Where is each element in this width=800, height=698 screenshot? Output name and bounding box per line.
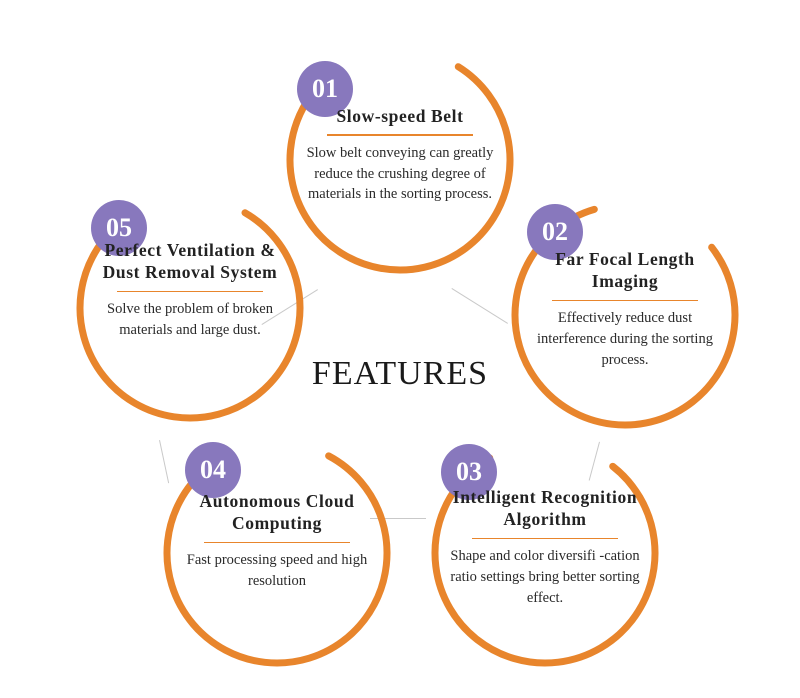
feature-divider-03 <box>472 538 618 540</box>
feature-divider-04 <box>204 542 350 544</box>
feature-divider-05 <box>117 291 263 293</box>
feature-badge-05: 05 <box>91 200 147 256</box>
feature-description-01: Slow belt conveying can greatly reduce the crushing degree of materials in the sorting process. <box>306 144 494 203</box>
feature-node-03[interactable] <box>420 428 670 678</box>
feature-divider-02 <box>552 300 698 302</box>
feature-description-02: Effectively reduce dust interference during the sorting process. <box>537 310 713 368</box>
feature-node-02[interactable] <box>500 190 750 440</box>
feature-content-05 <box>91 239 289 341</box>
feature-title-01: Slow-speed Belt <box>336 106 464 126</box>
feature-title-04: Autonomous Cloud Computing <box>199 491 355 534</box>
feature-description-04: Fast processing speed and high resolution <box>186 552 368 589</box>
feature-node-05[interactable] <box>65 183 315 433</box>
feature-title-03: Intelligent Recognition Algorithm <box>452 487 638 530</box>
feature-badge-02: 02 <box>527 204 583 260</box>
feature-node-04[interactable] <box>152 428 402 678</box>
feature-title-05: Perfect Ventilation & Dust Removal System <box>102 240 278 283</box>
feature-badge-04: 04 <box>185 442 241 498</box>
feature-description-03: Shape and color diversifi -cation ratio settings bring better sorting effect. <box>450 548 640 606</box>
feature-content-03 <box>446 486 644 608</box>
feature-description-05: Solve the problem of broken materials and large dust. <box>107 301 273 338</box>
feature-content-02 <box>526 248 724 370</box>
feature-title-02: Far Focal Length Imaging <box>555 249 695 292</box>
feature-content-01 <box>301 105 499 205</box>
feature-content-04 <box>178 490 376 592</box>
feature-badge-03: 03 <box>441 444 497 500</box>
feature-divider-01 <box>327 134 473 136</box>
feature-badge-01: 01 <box>297 61 353 117</box>
diagram-center-title: FEATURES <box>311 355 489 392</box>
